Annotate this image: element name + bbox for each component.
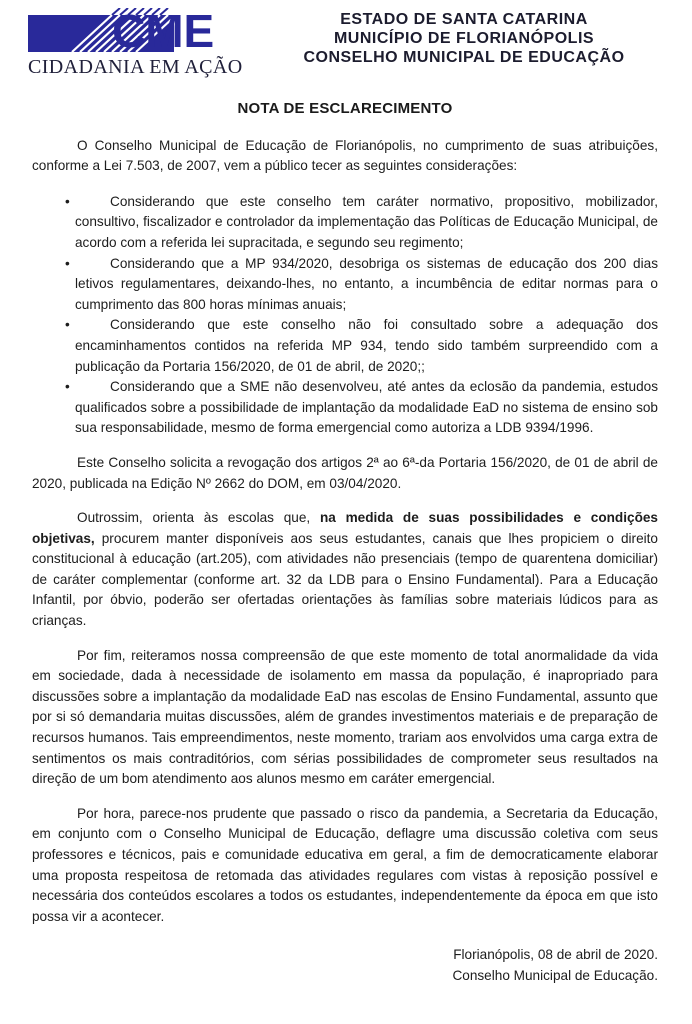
list-item-text: Considerando que a SME não desenvolveu, até antes da eclosão da pandemia, estudos qualificados sobre a possibilidade de implantação da modalidade EaD no sistema de ensino sob sua responsabilidade, mesmo de forma emergencial como autoriza a LDB 9394/1996.: [75, 379, 658, 436]
list-item: [65, 254, 658, 316]
bullet-marker: •: [65, 193, 70, 209]
document-header: [28, 0, 658, 96]
context-paragraph: Por fim, reiteramos nossa compreensão de que este momento de total anormalidade da vida em sociedade, dada à necessidade de isolamento em massa da população, é inapropriado para discussões sobre a implantação da modalidade EaD nas escolas de Ensino Fundamental, assunto que por si só demandaria muitas discussões, além de grandes investimentos materiais e de preparação de recursos humanos. Tais empreendimentos, neste momento, trariam aos envolvidos uma carga extra de sentimentos os mais contraditórios, com sérias possibilidades de comprometer seus resultados na direção de um bom atendimento aos alunos mesmo em caráter emergencial.: [32, 647, 658, 787]
guidance-pre: Outrossim, orienta às escolas que,: [77, 510, 320, 526]
signature-org: Conselho Municipal de Educação.: [452, 967, 658, 983]
list-item: [65, 192, 658, 254]
org-line-council: CONSELHO MUNICIPAL DE EDUCAÇÃO: [303, 49, 625, 66]
guidance-bold: na medida de suas possibilidades e condições objetivas,: [32, 510, 658, 546]
org-line-city: MUNICÍPIO DE FLORIANÓPOLIS: [333, 30, 595, 47]
org-line-state: ESTADO DE SANTA CATARINA: [340, 11, 588, 28]
considerations-list: [32, 192, 658, 439]
bullet-marker: •: [65, 255, 70, 271]
list-item-text: Considerando que este conselho não foi consultado sobre a adequação dos encaminhamentos contidos na referida MP 934, tendo sido também surpreendido com a publicação da Portaria 156/2020, de 01 de abril, de 2020;;: [75, 317, 658, 374]
logo-acronym: CME: [112, 8, 215, 56]
org-header: [268, 10, 660, 67]
bullet-marker: •: [65, 379, 70, 395]
list-item: [65, 315, 658, 377]
intro-paragraph: O Conselho Municipal de Educação de Florianópolis, no cumprimento de suas atribuições, conforme a Lei 7.503, de 2007, vem a público tecer as seguintes considerações:: [32, 137, 658, 174]
request-paragraph: Este Conselho solicita a revogação dos artigos 2ª ao 6ª-da Portaria 156/2020, de 01 de abril de 2020, publicada na Edição Nº 2662 do DOM, em 03/04/2020.: [32, 454, 658, 491]
document-title: NOTA DE ESCLARECIMENTO: [237, 100, 453, 117]
cme-logo-mark-icon: [28, 8, 238, 56]
proposal-paragraph: Por hora, parece-nos prudente que passado o risco da pandemia, a Secretaria da Educação, em conjunto com o Conselho Municipal de Educação, deflagre uma discussão coletiva com seus professores e técnicos, pais e comunidade educativa em geral, a fim de democraticamente elaborar uma proposta respeitosa de retomada das atividades regulares com vistas à reposição possível e necessária dos conteúdos escolares a todos os estudantes, independentemente da época em que isto possa vir a acontecer.: [32, 805, 658, 924]
list-item-text: Considerando que este conselho tem caráter normativo, propositivo, mobilizador, consultivo, fiscalizador e controlador da implementação das Políticas de Educação Municipal, de acordo com a referida lei supracitada, e segundo seu regimento;: [75, 193, 658, 250]
bullet-marker: •: [65, 317, 70, 333]
signature-block: [32, 945, 658, 986]
list-item: [65, 377, 658, 439]
guidance-paragraph: [32, 508, 658, 632]
cme-logo: [28, 8, 243, 78]
guidance-post: procurem manter disponíveis aos seus estudantes, canais que lhes propiciem o direito constitucional à educação (art.205), com atividades não presenciais (tempo de quarentena domiciliar) de caráter complementar (conforme art. 32 da LDB para o Ensino Fundamental). Para a Educação Infantil, por óbvio, poderão ser ofertadas orientações às famílias sobre materiais lúdicos para as crianças.: [32, 530, 658, 629]
logo-tagline: CIDADANIA EM AÇÃO: [28, 56, 243, 78]
list-item-text: Considerando que a MP 934/2020, desobriga os sistemas de educação dos 200 dias letivos regulamentares, deixando-lhes, no entanto, a incumbência de editar normas para o cumprimento das 800 horas mínimas anuais;: [75, 255, 658, 312]
signature-place-date: Florianópolis, 08 de abril de 2020.: [453, 947, 658, 963]
